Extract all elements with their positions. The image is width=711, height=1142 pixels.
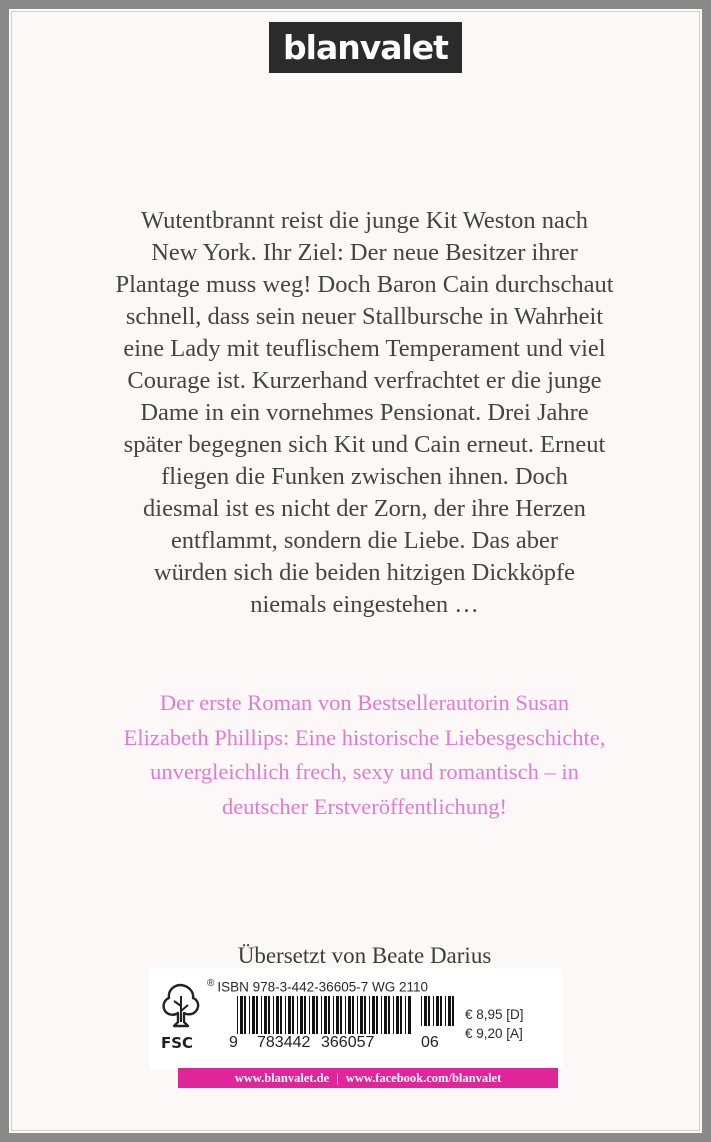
blurb-line: fliegen die Funken zwischen ihnen. Doch [161, 463, 568, 490]
barcode-bar [256, 996, 258, 1034]
barcode-bar [280, 996, 282, 1034]
barcode-bar [333, 996, 334, 1034]
barcode-bar [445, 996, 446, 1026]
barcode-bar [369, 996, 370, 1034]
barcode-bar [364, 996, 366, 1034]
barcode-bar [244, 996, 246, 1034]
barcode-bar [440, 996, 442, 1026]
blurb-line: Wutentbrannt reist die junge Kit Weston nach [140, 207, 588, 234]
barcode-bar [384, 996, 387, 1034]
barcode-bar [448, 996, 451, 1026]
blurb-line: New York. Ihr Ziel: Der neue Besitzer ihrer [151, 239, 578, 266]
barcode-bar [433, 996, 434, 1026]
blurb-line: Plantage muss weg! Doch Baron Cain durchschaut [115, 271, 614, 298]
barcode-bar [372, 996, 375, 1034]
barcode-bar [261, 996, 262, 1034]
publisher-website-link[interactable]: www.blanvalet.de [234, 1070, 330, 1085]
tagline-line: Der erste Roman von Bestsellerautorin Susan [159, 690, 570, 715]
isbn-text: ISBN 978-3-442-36605-7 WG 2110 [217, 979, 428, 995]
tagline-line: Elizabeth Phillips: Eine historische Liebesgeschichte, [123, 724, 606, 750]
blurb-line: würden sich die beiden hitzigen Dickköpfe [153, 559, 576, 586]
barcode-bar [345, 996, 346, 1034]
barcode-bar [312, 996, 315, 1034]
price-austria: € 9,20 [A] [465, 1026, 523, 1041]
blurb-line: eine Lady mit teuflischem Temperament und viel [123, 335, 606, 362]
translator-credit: Übersetzt von Beate Darius [237, 943, 492, 968]
synopsis-blurb [97, 205, 632, 621]
barcode-bar [321, 996, 322, 1034]
tagline-line: deutscher Erstveröffentlichung! [221, 793, 508, 819]
barcode-bar [376, 996, 378, 1034]
barcode-bar [309, 996, 310, 1034]
blurb-line: niemals eingestehen … [250, 591, 479, 618]
price-block [465, 1005, 524, 1043]
price-germany: € 8,95 [D] [465, 1007, 524, 1022]
barcode-bar [452, 996, 454, 1026]
barcode-bar [292, 996, 294, 1034]
barcode-bar [249, 996, 250, 1034]
barcode-bar [304, 996, 306, 1034]
blurb-line: später begegnen sich Kit und Cain erneut. Erneut [123, 431, 606, 458]
facebook-link[interactable]: www.facebook.com/blanvalet [345, 1070, 502, 1085]
barcode-bar [273, 996, 274, 1034]
barcode-digit-group-1: 783442 [257, 1034, 311, 1051]
blurb-line: diesmal ist es nicht der Zorn, der ihre Herzen [143, 495, 586, 522]
barcode-bar [421, 996, 422, 1026]
barcode-bar [264, 996, 267, 1034]
barcode-bar [348, 996, 351, 1034]
barcode-bar [340, 996, 342, 1034]
blurb-line: schnell, dass sein neuer Stallbursche in Wahrheit [125, 303, 604, 330]
barcode-digit-addon: 06 [421, 1034, 439, 1051]
barcode-bar [336, 996, 339, 1034]
barcode-bar [328, 996, 330, 1034]
barcode-bar [393, 996, 394, 1034]
barcode-bar [316, 996, 318, 1034]
barcode-bar [405, 996, 406, 1034]
barcode-bar [237, 996, 238, 1034]
blurb-line: entflammt, sondern die Liebe. Das aber [170, 527, 559, 554]
url-bar [178, 1068, 558, 1088]
barcode-bar [288, 996, 291, 1034]
blurb-line: Courage ist. Kurzerhand verfrachtet er die junge [127, 367, 602, 394]
tagline [97, 686, 632, 824]
fsc-label: FSC [161, 1034, 194, 1052]
publisher-logo-text: blanvalet [283, 28, 448, 67]
barcode-bar [400, 996, 402, 1034]
barcode-bar [240, 996, 243, 1034]
barcode-digit-first: 9 [229, 1034, 238, 1051]
barcode-bar [381, 996, 382, 1034]
barcode-bar [436, 996, 439, 1026]
barcode-bar [357, 996, 358, 1034]
barcode-bar [268, 996, 270, 1034]
barcode-bar [424, 996, 427, 1026]
barcode-bar [352, 996, 354, 1034]
url-separator: | [336, 1070, 339, 1085]
barcode-bar [276, 996, 279, 1034]
barcode-bar [428, 996, 430, 1026]
barcode-digit-group-2: 366057 [321, 1034, 375, 1051]
barcode-panel [149, 968, 563, 1070]
barcode-bar [388, 996, 390, 1034]
tagline-line: unvergleichlich frech, sexy und romantisch – in [150, 759, 579, 784]
barcode-bar [297, 996, 298, 1034]
registered-mark: ® [207, 978, 215, 989]
barcode-bar [360, 996, 363, 1034]
barcode-bar [252, 996, 255, 1034]
barcode-bar [396, 996, 399, 1034]
barcode-bar [324, 996, 327, 1034]
barcode-bar [408, 996, 411, 1034]
barcode-bar [300, 996, 303, 1034]
barcode-bar [285, 996, 286, 1034]
blurb-line: Dame in ein vornehmes Pensionat. Drei Jahre [140, 399, 589, 426]
isbn-line [207, 978, 428, 995]
barcode-bars [237, 996, 457, 1036]
publisher-logo [269, 22, 462, 73]
fsc-tree-icon [159, 982, 203, 1030]
